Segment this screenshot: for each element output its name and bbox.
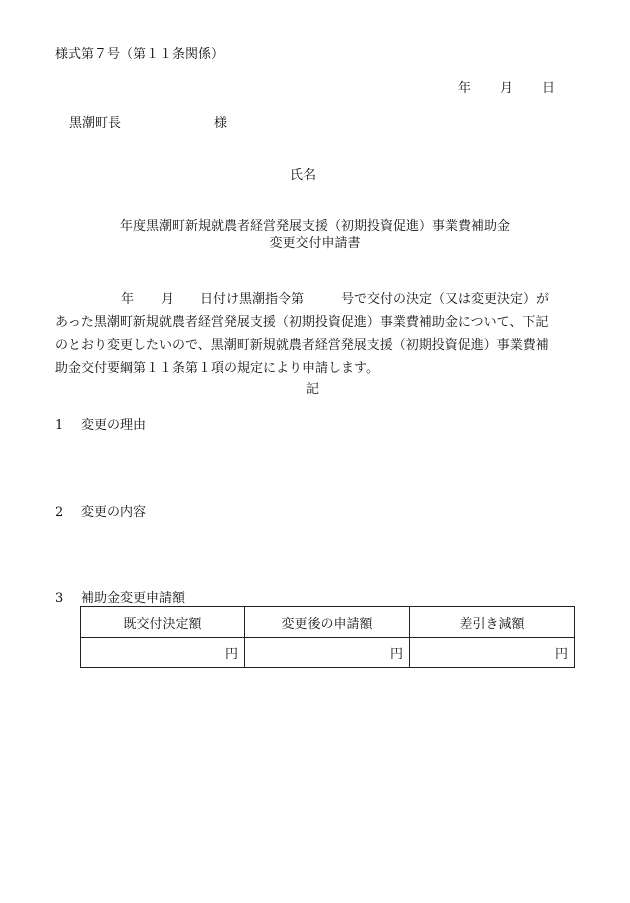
date-line (458, 81, 555, 97)
cell-previous-amount[interactable]: 円 (81, 638, 245, 668)
section-label: 変更の内容 (81, 505, 147, 520)
amount-table (80, 606, 575, 668)
cell-revised-amount[interactable]: 円 (245, 638, 410, 668)
body-line-1 (55, 288, 565, 311)
addressee-title: 黒潮町長 (69, 116, 122, 131)
section-number: 3 (55, 591, 64, 606)
table-row (81, 638, 575, 668)
section-label: 変更の理由 (81, 418, 147, 433)
date-year: 年 (458, 81, 472, 96)
ki-marker: 記 (306, 382, 320, 397)
body-day-prefix: 日付け黒潮指令第 (200, 292, 305, 307)
section-change-content (55, 505, 146, 521)
section-number: 2 (55, 505, 64, 520)
body-text (55, 288, 565, 380)
cell-reduction-amount[interactable]: 円 (410, 638, 575, 668)
body-line-4: 助金交付要綱第１１条第１項の規定により申請します。 (55, 361, 379, 376)
body-month: 月 (161, 292, 175, 307)
body-number-suffix: 号で交付の決定（又は変更決定）が (341, 292, 550, 307)
section-number: 1 (55, 418, 64, 433)
header-revised-amount: 変更後の申請額 (245, 607, 410, 638)
header-previous-amount: 既交付決定額 (81, 607, 245, 638)
section-change-reason (55, 418, 146, 434)
document-title-line2: 変更交付申請書 (269, 236, 361, 251)
header-reduction-amount: 差引き減額 (410, 607, 575, 638)
table-header-row (81, 607, 575, 638)
addressee-honorific: 様 (214, 116, 228, 131)
body-year: 年 (121, 292, 135, 307)
section-label: 補助金変更申請額 (81, 591, 186, 606)
section-change-amount (55, 591, 185, 607)
document-title-line1: 年度黒潮町新規就農者経営発展支援（初期投資促進）事業費補助金 (119, 219, 510, 234)
document-title (0, 218, 630, 252)
addressee (69, 116, 227, 132)
date-day: 日 (542, 81, 556, 96)
form-number: 様式第７号（第１１条関係） (55, 47, 225, 62)
body-line-3: のとおり変更したいので、黒潮町新規就農者経営発展支援（初期投資促進）事業費補 (55, 338, 549, 353)
applicant-name-label: 氏名 (290, 168, 317, 183)
date-month: 月 (500, 81, 514, 96)
body-line-2: あった黒潮町新規就農者経営発展支援（初期投資促進）事業費補助金について、下記 (55, 315, 549, 330)
